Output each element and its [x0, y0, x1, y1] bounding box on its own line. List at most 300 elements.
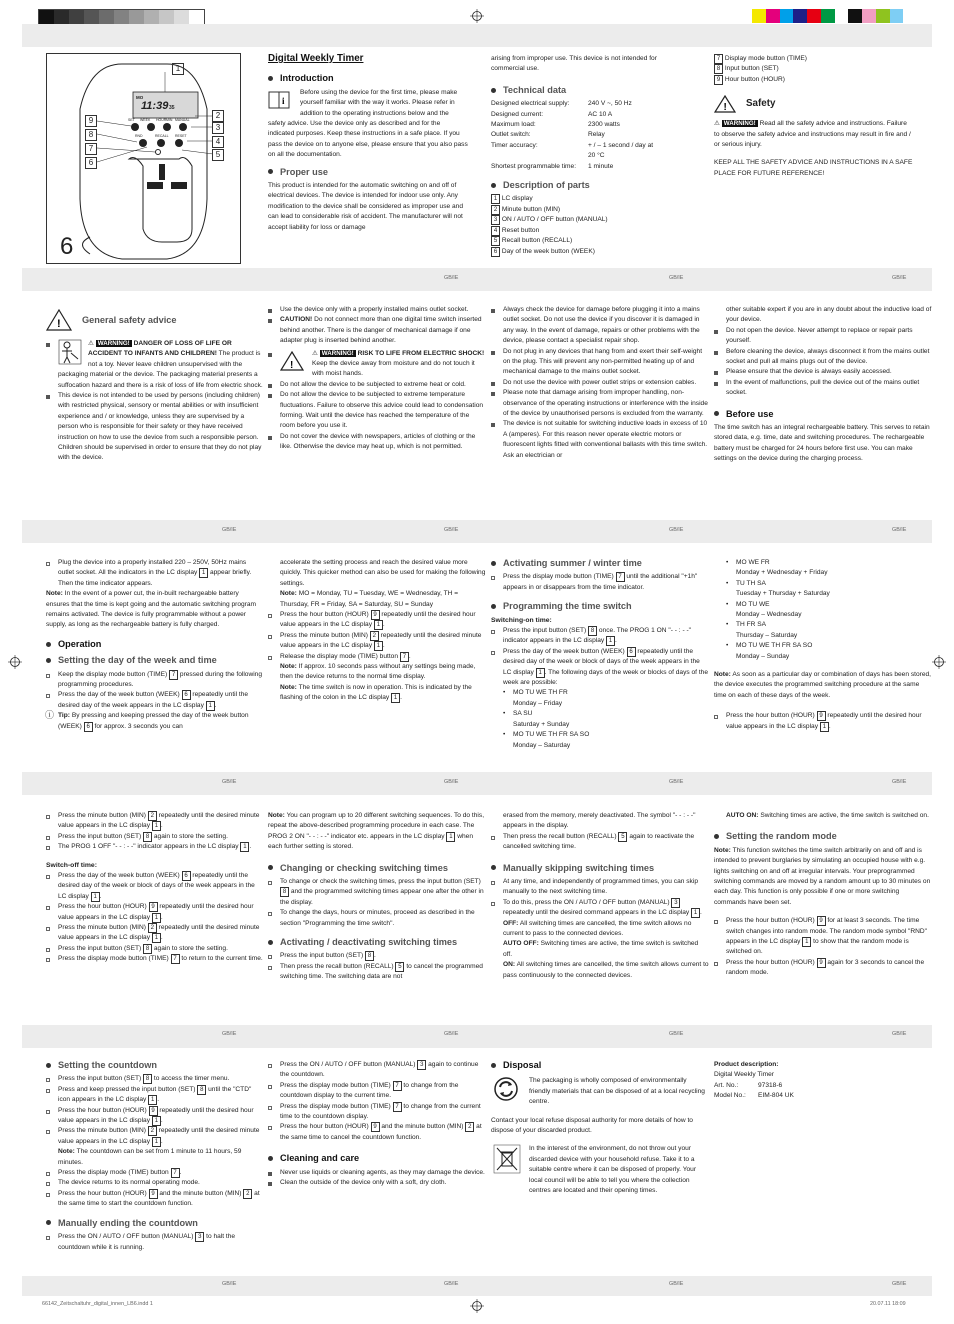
disposal-heading: Disposal	[491, 1060, 709, 1070]
button-label-week: WEEK	[140, 118, 151, 122]
parts-list	[491, 194, 691, 256]
safety-col4	[714, 305, 932, 465]
tip-cont: accelerate the setting process and reach the desired value more quickly. This quicker method can also be used for making the following settings.	[280, 559, 486, 587]
step-text: Press the input button (SET)	[58, 944, 142, 952]
ref-1: 1	[152, 1137, 161, 1147]
setup-col2: accelerate the setting process and reach the desired value more quickly. This quicker method can also be used for making the following settings. Note: MO = Monday, TU = Tuesday, WE = Wednesday, TH = Thursday, FR = Friday, SA = Saturday, SU = Sunday Press the hour button (HOUR) 9 repeatedly until the desired hour value appears in the LC display 1 . Press the minute button (MIN) 2 repeatedly until the desired minute value appears in the LC display 1 . Release the display mode (TIME) button 7 . Note: If approx. 10 seconds pass without any settings being made, then the device returns to the normal time display. Note: The time switch is now in operation. This is indicated by the flashing of the colon in the LC display 1 .	[268, 558, 486, 704]
callout-4: 4	[212, 136, 224, 148]
part-item	[714, 75, 914, 85]
step-text: repeatedly until the desired hour value appears in the LC display	[58, 1106, 254, 1125]
step-text: To do this, press the ON / AUTO / OFF button (MANUAL)	[503, 898, 670, 906]
tech-spec-value: AC 10 A	[588, 110, 613, 118]
day-block	[726, 600, 932, 621]
swatch	[189, 10, 204, 24]
safety-item: Always check the device for damage before plugging it into a mains outlet socket. Do not use the device if you discover it is damaged in any way. In the event of damage, repairs or other problems with the device, please contact a specialist repair shop.	[491, 305, 709, 347]
part-item	[491, 236, 691, 246]
step-text: repeatedly until the desired hour value appears in the LC display	[726, 712, 922, 730]
lcd-day: MO	[136, 95, 144, 100]
page-band	[22, 772, 932, 795]
day-block	[503, 709, 709, 730]
program-column: Activating summer / winter time Press the display mode button (TIME) 7 until the additional "+1h" appears in or disappears from the time indicator. Programming the time switch Switching-on time: Press the input button (SET) 8 once. The PROG 1 ON "- - : - -" indicator appears in the LC display 1 . Press the day of the week button (WEEK) 6 repeatedly until the desired day of the week or block of days of the week appears in the LC display 1 . The following days of the week or blocks of days of the week are possible: • MO TU WE TH FR Monday – Friday • SA SU Saturday + Sunday • MO TU WE TH FR SA SO Monday – Saturday	[491, 558, 709, 751]
step-text: Press the day of the week button (WEEK)	[58, 872, 180, 880]
swatch	[114, 10, 129, 24]
ref-1: 1	[152, 1116, 161, 1126]
product-heading: Product description:	[714, 1061, 779, 1068]
before-use-text: The time switch has an integral rechargeable battery. This serves to retain stored data, e.g. time, date and switching procedures. The rechargeable battery must be charged for 24 hours before first use. You can make settings on the device during the charging process.	[714, 424, 930, 463]
before-use-heading: Before use	[714, 409, 932, 419]
button-label-rnd: RND	[135, 134, 143, 138]
ref-1: 1	[820, 722, 829, 732]
intro-column	[268, 54, 468, 233]
tip-icon: ⓘ	[45, 710, 55, 721]
step-text: Press the hour button (HOUR)	[280, 611, 369, 619]
manual-info-icon	[268, 90, 292, 110]
step-text: to change from the countdown display to the current time.	[280, 1081, 459, 1100]
ref-1: 1	[240, 842, 249, 852]
callout-2: 2	[212, 110, 224, 122]
step-text: Press the hour button (HOUR)	[280, 1123, 369, 1131]
caution-text: Do not connect more than one digital time switch inserted behind another. There is the danger of mechanical damage if one adapter plug is inserted behind another.	[280, 316, 482, 345]
tech-heading: Technical data	[491, 85, 691, 95]
ref-7: 7	[393, 1081, 402, 1091]
safety-item: Use the device only with a properly installed mains outlet socket.	[268, 305, 486, 315]
step-text: Press the display mode button (TIME)	[280, 1102, 391, 1110]
switch-off-label: Switch-off time:	[46, 861, 97, 869]
note-text: In the event of a power cut, the in-built rechargeable battery ensures that the time is kept going and the automatic switching program remains activated. The device is fully programmable without a power supply, as long as the rechargeable battery is fully charged.	[46, 590, 257, 629]
day-block-code: • SA SU	[513, 710, 533, 718]
part-item	[714, 54, 914, 64]
step-text: again to store the setting.	[153, 832, 228, 840]
ref-5: 5	[618, 832, 627, 842]
day-time-heading: Setting the day of the week and time	[46, 655, 264, 665]
note-text: The time switch is now in operation. This is indicated by the flashing of the colon in the LC display	[280, 683, 472, 702]
random-column	[714, 811, 932, 979]
change-heading: Changing or checking switching times	[268, 863, 486, 873]
mode-text: Switching times are active, the time switch is switched on.	[760, 812, 929, 819]
tech-spec-label: Outlet switch:	[491, 131, 531, 139]
step-text: once. The PROG 1 ON "- - : - -" indicator appears in the LC display	[503, 627, 692, 645]
swatch	[69, 10, 84, 24]
disposal-text: The packaging is wholly composed of environmentally friendly materials that can be disposed of at a local recycling centre.	[529, 1077, 705, 1106]
day-blocks-list	[491, 688, 709, 750]
step-text: The device returns to its normal operating mode.	[46, 1178, 264, 1188]
swatch	[752, 9, 766, 23]
registration-mark-icon	[470, 1299, 484, 1313]
ref-1: 1	[536, 668, 545, 678]
ref-9: 9	[149, 1106, 158, 1116]
setup-column: Plug the device into a properly installed 220 – 250V, 50Hz mains outlet socket. All the indicators in the LC display 1 appear briefly. Then the time indicator appears. Note: In the event of a power cut, the in-built rechargeable battery ensures that the time is kept going and the automatic switching program remains activated. The device is fully programmable without a power supply, as long as the rechargeable battery is fully charged. Operation Setting the day of the week and time Keep the display mode button (TIME) 7 pressed during the following programming procedures. Press the day of the week button (WEEK) 6 repeatedly until the desired day of the week appears in the LC display 1 . ⓘ Tip: By pressing and keeping pressed the day of the week button (WEEK) 6 for approx. 3 seconds you can	[45, 559, 263, 730]
warning-triangle-icon: ⚠	[312, 349, 318, 357]
crossed-bin-icon	[493, 1144, 521, 1174]
step-text: repeatedly until the desired day of the week or block of days of the week appears in the LC display	[58, 872, 255, 900]
step-text: to halt the countdown while it is running.	[58, 1233, 236, 1251]
article-label: Art. No.:	[714, 1081, 739, 1089]
callout-9: 9	[85, 115, 97, 127]
step-text: Then press the recall button (RECALL)	[280, 962, 394, 970]
swatch	[793, 9, 807, 23]
step-text: Press the input button (SET)	[58, 832, 142, 840]
swatch	[144, 10, 159, 24]
step-text: . The following days of the week or blocks of days of the week are possible:	[503, 668, 708, 687]
step-text: Press the day of the week button (WEEK)	[58, 691, 180, 699]
summer-heading: Activating summer / winter time	[491, 558, 709, 568]
tech-spec-row	[491, 99, 691, 109]
step-text: Press the minute button (MIN)	[58, 812, 146, 819]
disposal-text: In the interest of the environment, do not throw out your discarded device with your household refuse. Take it to a suitable centre where it can be disposed of properly. Your local council will be able to tell you where the collection centres are located and their opening times.	[529, 1145, 697, 1195]
tech-spec-row	[491, 151, 691, 161]
note-text: As soon as a particular day or combination of days has been stored, the device executes the programmed switching procedure at the same time on each of these days of the week.	[714, 671, 931, 699]
ref-1: 1	[391, 693, 400, 703]
tech-spec-value: Relay	[588, 131, 605, 139]
step-text: Press the display mode (TIME) button	[58, 1169, 169, 1177]
cleaning-item: Clean the outside of the device only with a soft, dry cloth.	[268, 1178, 486, 1188]
note-text: The countdown can be set from 1 minute to 11 hours, 59 minutes.	[58, 1148, 242, 1166]
button-label-set: SET	[128, 118, 135, 122]
part-item	[491, 226, 691, 236]
ref-7: 7	[400, 652, 409, 662]
product-name: Digital Weekly Timer	[714, 1071, 774, 1079]
lcd-time: 11:39	[141, 100, 169, 112]
safety-item: Do not allow the device to be subjected to extreme temperature fluctuations. Failure to observe this advice could lead to condensation forming. Wait until the device has reached the temperature of the room before you use it.	[268, 390, 486, 432]
tip-text: for approx. 3 seconds you can	[94, 722, 183, 730]
day-block-meaning: Saturday + Sunday	[513, 720, 570, 728]
step-text: Press the ON / AUTO / OFF button (MANUAL)	[280, 1061, 416, 1068]
ref-1: 1	[152, 913, 161, 923]
swatch	[876, 9, 890, 23]
step-text: repeatedly until the desired minute value appears in the LC display	[58, 812, 260, 830]
ref-7: 7	[169, 670, 178, 680]
article-number: 97318-6	[758, 1081, 783, 1089]
swatch	[54, 10, 69, 24]
note-label: Note:	[280, 663, 297, 671]
safety-item: The device is not suitable for switching inductive loads in excess of 10 A (amperes). For this reason never operate electric motors or fluorescent lights fitted with conventional ballasts with this time switch. Ask an electrician or	[491, 419, 709, 461]
step-text: repeatedly until the desired hour value appears in the LC display	[280, 611, 476, 629]
countdown-column: Setting the countdown Press the input button (SET) 8 to access the timer menu. Press and keep pressed the input button (SET) 8 until the "CTD" icon appears in the LC display 1 . Press the hour button (HOUR) 9 repeatedly until the desired hour value appears in the LC display 1 . Press the minute button (MIN) 2 repeatedly until the desired minute value appears in the LC display 1 . Note: The countdown can be set from 1 minute to 11 hours, 59 minutes. Press the display mode (TIME) button 7 . The device returns to its normal operating mode. Press the hour button (HOUR) 9 and the minute button (MIN) 2 at the same time to start the countdown function. Manually ending the countdown Press the ON / AUTO / OFF button (MANUAL) 3 to halt the countdown while it is running.	[46, 1060, 264, 1253]
day-blocks-list	[714, 558, 932, 662]
intro-heading: Introduction	[268, 73, 468, 83]
warning-label: WARNING!	[97, 340, 130, 347]
caution-label: CAUTION!	[280, 316, 313, 324]
swatch	[159, 10, 174, 24]
plug-text2: appear briefly. Then the time indicator appears.	[58, 569, 252, 587]
step-text: again to store the setting.	[153, 944, 228, 952]
callout-7: 7	[85, 143, 97, 155]
swatch	[848, 9, 862, 23]
step-text: to return to the current time.	[181, 955, 263, 963]
safety-col2	[268, 305, 486, 453]
swatch	[84, 10, 99, 24]
shock-heading: RISK TO LIFE FROM ELECTRIC SHOCK!	[357, 349, 485, 357]
registration-mark-icon	[470, 9, 484, 23]
step-text: Press the input button (SET)	[280, 952, 364, 960]
tech-spec-label: Shortest programmable time:	[491, 162, 577, 170]
callout-8: 8	[85, 129, 97, 141]
improper-use-cont: arising from improper use. This device is not intended for commercial use.	[491, 55, 657, 73]
step-text: again for 3 seconds to cancel the random mode.	[726, 958, 925, 977]
step-text: repeatedly until the desired minute value appears in the LC display	[58, 924, 260, 942]
part-item	[491, 194, 691, 204]
tech-spec-value: 2300 watts	[588, 121, 620, 129]
svg-text:!: !	[57, 318, 61, 330]
note-label: Note:	[714, 846, 731, 854]
warning-triangle-icon	[280, 351, 304, 371]
danger-heading: DANGER OF LOSS OF LIFE OR ACCIDENT TO INFANTS AND CHILDREN!	[88, 340, 232, 358]
part-label: Day of the week button (WEEK)	[501, 247, 595, 255]
ref-8: 8	[143, 944, 152, 954]
step-text: Press the display mode button (TIME)	[58, 955, 169, 963]
safety-column	[714, 54, 914, 179]
registration-mark-icon	[8, 655, 22, 669]
mode-label: AUTO ON:	[726, 812, 759, 819]
warning-label: WARNING!	[321, 349, 354, 357]
tip-label: Tip:	[58, 712, 70, 720]
part-number: 7	[714, 54, 723, 64]
step-text: and the minute button (MIN)	[381, 1123, 464, 1131]
warning-triangle-icon	[46, 309, 72, 331]
ref-1: 1	[199, 568, 208, 578]
days-note: MO = Monday, TU = Tuesday, WE = Wednesday, TH = Thursday, FR = Friday, SA = Saturday, SU = Sunday	[280, 590, 459, 608]
top-band	[22, 24, 932, 47]
model-number: EIM-804 UK	[758, 1092, 794, 1100]
safety-item: Please note that damage arising from improper handling, non-observance of the operating instructions or interference with the inside of the device by unauthorised persons is excluded from the warranty.	[491, 388, 709, 419]
ref-9: 9	[149, 902, 158, 912]
ref-2: 2	[370, 631, 379, 641]
tech-spec-row	[491, 162, 691, 172]
end-countdown-heading: Manually ending the countdown	[46, 1218, 264, 1228]
svg-text:!: !	[723, 102, 727, 114]
safety-text: Read all the safety advice and instructions. Failure to observe the safety advice and instructions may result in fire and / or serious injury.	[714, 120, 911, 149]
ref-1: 1	[152, 933, 161, 943]
safety-item: Please ensure that the device is always easily accessed.	[714, 367, 932, 377]
tech-spec-label: Designed current:	[491, 110, 544, 118]
swatch	[835, 9, 849, 23]
day-block	[726, 579, 932, 600]
step-text: again to reactivate the cancelled switching time.	[503, 832, 695, 851]
ref-1: 1	[374, 641, 383, 651]
ref-9: 9	[371, 1122, 380, 1132]
day-block	[726, 558, 932, 579]
ref-7: 7	[616, 572, 625, 582]
swatch	[890, 9, 904, 23]
tech-spec-row	[491, 120, 691, 130]
model-label: Model No.:	[714, 1092, 746, 1100]
step-text: Press the hour button (HOUR)	[726, 712, 815, 720]
button-label-reset: RESET	[175, 134, 187, 138]
ref-9: 9	[371, 610, 380, 620]
skip-heading: Manually skipping switching times	[491, 863, 709, 873]
day-block-meaning: Monday – Sunday	[736, 652, 790, 660]
cleaning-column	[268, 1060, 486, 1188]
swatch	[39, 10, 54, 24]
file-slug: 66142_Zeitschaltuhr_digital_innen_LB6.indd 1	[42, 1301, 153, 1307]
step-text: repeatedly until the desired day of the week or block of days of the week appears in the LC display	[503, 647, 700, 676]
day-block-meaning: Monday – Wednesday	[736, 611, 802, 619]
general-safety-heading: General safety advice	[82, 314, 177, 325]
callout-6: 6	[85, 157, 97, 169]
step-text: and the programmed switching times appear one after the other in the display.	[280, 888, 484, 906]
svg-text:!: !	[290, 359, 294, 371]
button-label-manual: MANUAL	[175, 118, 190, 122]
step-text: Press the hour button (HOUR)	[58, 1106, 147, 1114]
page-band	[22, 1276, 932, 1296]
step-text: Keep the display mode button (TIME)	[58, 670, 168, 678]
switch-on-label: Switching-on time:	[491, 616, 552, 624]
ref-6: 6	[84, 722, 93, 732]
day-block-meaning: Tuesday + Thursday + Saturday	[736, 590, 830, 598]
swatch	[780, 9, 794, 23]
step-text: Press the input button (SET)	[503, 627, 587, 635]
day-block	[503, 688, 709, 709]
step-text: At any time, and independently of programmed times, you can skip manually to the next switching time.	[491, 877, 709, 898]
mode-text: All switching times are cancelled, the time switch allows current to pass continuously to the connected devices.	[503, 961, 709, 979]
parts-heading: Description of parts	[491, 180, 691, 190]
tech-spec-value: + / – 1 second / day at	[588, 141, 654, 149]
warning-triangle-icon: ⚠	[88, 340, 94, 347]
tech-column	[491, 54, 691, 257]
ref-8: 8	[143, 1074, 152, 1084]
step-text: The PROG 1 OFF "- - : - -" indicator appears in the LC display	[58, 843, 239, 851]
step-text: to change from the current time to the countdown display.	[280, 1102, 481, 1121]
mode-text: All switching times are cancelled, the time switch allows no current to pass to the connected devices.	[503, 919, 692, 938]
ref-9: 9	[817, 711, 826, 721]
part-item	[491, 215, 691, 225]
day-block-code: • TU TH SA	[736, 579, 766, 587]
step-text: Press the minute button (MIN)	[280, 631, 368, 639]
change-column: Note: You can program up to 20 different switching sequences. To do this, repeat the above-described programming procedure in each case. The PROG 2 ON "- - : - -" indicator etc. appears in the LC display 1 when each further setting is stored. Changing or checking switching times To change or check the switching times, press the input button (SET) 8 and the programmed switching times appear one after the other in the display. To change the days, hours or minutes, proceed as described in the section "Programming the time switch". Activating / deactivating switching times Press the input button (SET) 8 . Then press the recall button (RECALL) 5 to cancel the programmed switching time. The switching data are not	[268, 811, 486, 983]
cleaning-item: Never use liquids or cleaning agents, as they may damage the device.	[268, 1168, 486, 1178]
day-block-meaning: Monday + Wednesday + Friday	[736, 569, 828, 577]
registration-mark-icon	[932, 655, 946, 669]
ref-8: 8	[365, 951, 374, 961]
part-label: Input button (SET)	[724, 65, 779, 73]
step-text: at the same time to start the countdown function.	[58, 1189, 260, 1208]
safety-col3	[491, 305, 709, 461]
part-label: Minute button (MIN)	[501, 205, 561, 213]
ref-5: 5	[395, 962, 404, 972]
safety-heading: Safety	[746, 98, 776, 110]
mode-text: Switching times are active, the time switch is switched off.	[503, 940, 699, 958]
step-text: to access the timer menu.	[153, 1075, 230, 1083]
step-text: and the minute button (MIN)	[159, 1189, 242, 1197]
ref-7: 7	[171, 954, 180, 964]
step-text: until the "CTD" icon appears in the LC display	[58, 1085, 252, 1104]
ref-8: 8	[280, 887, 289, 897]
ref-6: 6	[182, 871, 191, 881]
safety-item: Do not open the device. Never attempt to replace or repair parts yourself.	[714, 326, 932, 347]
ref-9: 9	[149, 1189, 158, 1199]
swatch	[766, 9, 780, 23]
tech-spec-row	[491, 141, 691, 151]
swatch	[903, 9, 917, 23]
ref-3: 3	[417, 1060, 426, 1070]
recycling-icon	[493, 1076, 521, 1104]
step-text: repeatedly until the desired command appears in the LC display	[503, 909, 690, 917]
ref-2: 2	[148, 811, 157, 821]
part-number: 2	[491, 205, 500, 215]
lcd-seconds: 35	[169, 105, 175, 111]
note-label: Note:	[280, 683, 297, 691]
ref-1: 1	[152, 821, 161, 831]
mode-label: OFF:	[503, 919, 519, 927]
day-block	[726, 641, 932, 662]
note-text: This function switches the time switch arbitrarily on and off and is intended to prevent burglaries by simulating an occupied house with e.g. lights switching on and off at irregular intervals. Your preprogrammed switching commands are moved by a random amount up to 30 minutes on each day. This function is only possible if one or more switching commands have been set.	[714, 846, 931, 906]
step-text: to cancel the programmed switching time. The switching data are not	[280, 962, 483, 981]
operation-heading: Operation	[46, 639, 264, 649]
ref-7: 7	[171, 1168, 180, 1178]
tech-spec-label: Designed electrical supply:	[491, 100, 570, 108]
step-text: repeatedly until the desired minute value appears in the LC display	[58, 1127, 260, 1145]
day-block-code: • TH FR SA	[736, 621, 767, 629]
day-block-meaning: Monday – Saturday	[513, 741, 571, 749]
step-text: at the same time to cancel the countdown function.	[280, 1123, 482, 1141]
color-calibration-bar	[752, 9, 917, 23]
ref-2: 2	[465, 1122, 474, 1132]
day-block-code: • MO TU WE	[736, 600, 770, 608]
tech-spec-value: 240 V ~, 50 Hz	[588, 100, 632, 108]
button-label-recall: RECALL	[155, 134, 169, 138]
swatch	[862, 9, 876, 23]
grayscale-calibration-bar	[38, 9, 205, 25]
note-label: Note:	[46, 590, 63, 598]
cleaning-heading: Cleaning and care	[268, 1153, 486, 1163]
page-number: 6	[60, 233, 74, 260]
safety-item: In the event of malfunctions, pull the device out of the mains outlet socket.	[714, 378, 932, 399]
step-text: Press the display mode button (TIME)	[503, 573, 614, 581]
part-label: LC display	[501, 195, 533, 203]
ref-6: 6	[627, 647, 636, 657]
shock-text: Keep the device away from moisture and do not touch it with moist hands.	[312, 360, 475, 378]
callout-3: 3	[212, 122, 224, 134]
step-text: repeatedly until the desired day of the week appears in the LC display	[58, 691, 249, 709]
part-label: ON / AUTO / OFF button (MANUAL)	[501, 216, 608, 224]
page-band	[22, 268, 932, 291]
programming-heading: Programming the time switch	[491, 601, 709, 611]
warning-triangle-icon	[714, 95, 736, 113]
step-text: pressed during the following programming procedures.	[58, 670, 263, 689]
page-band	[22, 520, 932, 543]
child-hazard-icon	[58, 339, 82, 365]
mode-label: AUTO OFF:	[503, 940, 539, 948]
activate-heading: Activating / deactivating switching times	[268, 937, 486, 947]
day-block-meaning: Thursday – Saturday	[736, 631, 798, 639]
mode-label: ON:	[503, 961, 516, 969]
part-label: Display mode button (TIME)	[724, 55, 807, 62]
ref-1: 1	[691, 908, 700, 918]
ref-1: 1	[606, 636, 615, 646]
product-column	[714, 1060, 932, 1102]
ref-2: 2	[243, 1189, 252, 1199]
doc-title: Digital Weekly Timer	[268, 53, 364, 64]
note-text: You can program up to 20 different switching sequences. To do this, repeat the above-described programming procedure in each case. The PROG 2 ON "- - : - -" indicator etc. appears in the LC display	[268, 812, 485, 840]
tech-spec-row	[491, 110, 691, 120]
warning-triangle-icon: ⚠	[714, 120, 720, 128]
device-illustration	[46, 53, 241, 264]
page-band	[22, 1025, 932, 1048]
step-cont: erased from the memory, merely deactivated. The symbol "- - : - -" appears in the display.	[503, 812, 696, 830]
disposal-column	[491, 1060, 709, 1196]
callout-5: 5	[212, 149, 224, 161]
ref-1: 1	[206, 701, 215, 711]
step-text: Press the display mode button (TIME)	[280, 1081, 391, 1089]
day-block-meaning: Monday – Friday	[513, 699, 563, 707]
ref-2: 2	[148, 1126, 157, 1136]
tech-spec-list	[491, 99, 691, 172]
keep-instructions: KEEP ALL THE SAFETY ADVICE AND INSTRUCTIONS IN A SAFE PLACE FOR FUTURE REFERENCE!	[714, 159, 913, 177]
part-item	[491, 205, 691, 215]
note-label: Note:	[714, 671, 731, 679]
step-text: for at least 3 seconds. The time switch changes into random mode. The random mode symbol "RND" appears in the LC display	[726, 917, 927, 946]
ref-6: 6	[182, 690, 191, 700]
